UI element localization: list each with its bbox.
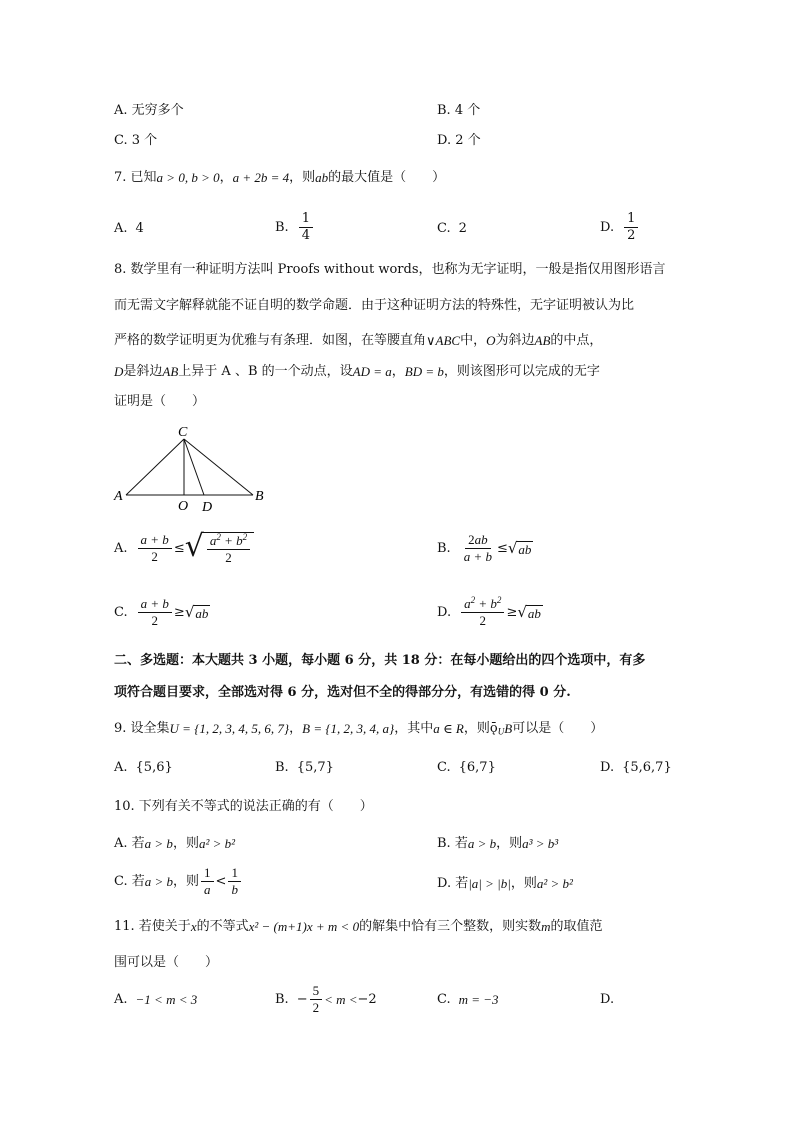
q10-option-c: C. 若 a > b ，则 $\frac{1}{a}$ < $\frac{1}{b}$	[114, 866, 243, 898]
q7-option-b-fraction: $\frac{1}{4}$	[299, 212, 313, 244]
complement-symbol: $ǭ_U$	[489, 721, 505, 737]
q6-option-c: C. 3 个	[114, 133, 158, 148]
q8-option-d: D. $\frac{a^2 + b^2}{2}$ ≥ √ ab	[437, 595, 541, 629]
q8-line-4: D 是斜边 AB 上异于 A 、B 的一个动点，设 AD = a ， BD = b ，则该图形可以完成的无字	[114, 364, 600, 379]
q8-line-2: 而无需文字解释就能不证自明的数学命题．由于这种证明方法的特殊性，无字证明被认为比	[114, 298, 635, 313]
q10-option-d: D. 若 |a| > |b| ，则 a² > b²	[437, 876, 573, 891]
label-b: B	[255, 489, 264, 504]
q6-option-a: A. 无穷多个	[114, 103, 184, 118]
q11-option-a: A. −1 < m < 3	[114, 992, 198, 1007]
q9-option-a: A. {5,6}	[114, 760, 173, 775]
label-d: D	[202, 500, 213, 515]
q7-option-a: A. 4	[114, 221, 144, 236]
q7-option-d-fraction: $\frac{1}{2}$	[624, 212, 638, 244]
label-a: A	[114, 489, 123, 504]
label-c: C	[178, 425, 188, 440]
q6-option-b: B. 4 个	[437, 103, 481, 118]
q10-option-b: B. 若 a > b ，则 a³ > b³	[437, 836, 559, 851]
q9-option-c: C. {6,7}	[437, 760, 496, 775]
section-2-line-1: 二、多选题：本大题共 3 小题，每小题 6 分，共 18 分：在每小题给出的四个选项中，有多	[114, 653, 646, 668]
q8-line-1: 8. 数学里有一种证明方法叫 Proofs without words，也称为无字证明，一般是指仅用图形语言	[114, 262, 666, 277]
q10-option-a: A. 若 a > b ，则 a² > b²	[114, 836, 236, 851]
q7-option-c: C. 2	[437, 221, 467, 236]
q7-equation: a + 2b = 4	[232, 170, 290, 185]
q7-option-b: B. $\frac{1}{4}$	[275, 212, 315, 244]
q11-option-b: B. − $\frac{5}{2}$ < m < −2	[275, 983, 377, 1016]
q8-option-a: A. $\frac{a + b}{2}$ ≤ √ $\frac{a^2 + b^2}{2}$	[114, 532, 254, 566]
q6-option-d: D. 2 个	[437, 133, 481, 148]
q11-option-d: D.	[600, 992, 615, 1007]
q7-option-d: D. $\frac{1}{2}$	[600, 212, 640, 244]
q7-condition: a > 0, b > 0	[156, 170, 220, 185]
q8-option-c: C. $\frac{a + b}{2}$ ≥ √ ab	[114, 596, 209, 629]
q8-option-b: B. $\frac{2ab}{a + b}$ ≤ √ ab	[437, 532, 532, 565]
q8-line-3: 严格的数学证明更为优雅与有条理．如图，在等腰直角 ∨ABC 中， O 为斜边 AB 的中点，	[114, 333, 603, 348]
q9-stem: 9. 设全集 U = {1, 2, 3, 4, 5, 6, 7} ， B = {1, 2, 3, 4, a} ，其中 a ∈ R ，则 $ǭ_U$ B 可以是（ ）	[114, 721, 604, 737]
q7-stem: 7. 已知 a > 0, b > 0 ， a + 2b = 4 ，则 ab 的最大值是（ ）	[114, 170, 446, 185]
q11-line-1: 11. 若使关于 x 的不等式 x² − (m+1)x + m < 0 的解集中恰有三个整数，则实数 m 的取值范	[114, 919, 603, 934]
q8-line-5: 证明是（ ）	[114, 394, 206, 409]
triangle-figure	[108, 422, 278, 517]
q11-line-2: 围可以是（ ）	[114, 955, 219, 970]
label-o: O	[178, 499, 189, 514]
q10-stem: 10. 下列有关不等式的说法正确的有（ ）	[114, 799, 373, 814]
q11-option-c: C. m = −3	[437, 992, 499, 1007]
q9-option-d: D. {5,6,7}	[600, 760, 672, 775]
q9-option-b: B. {5,7}	[275, 760, 334, 775]
segment-ac	[126, 439, 184, 495]
section-2-line-2: 项符合题目要求，全部选对得 6 分，选对但不全的得部分分，有选错的得 0 分.	[114, 685, 571, 700]
